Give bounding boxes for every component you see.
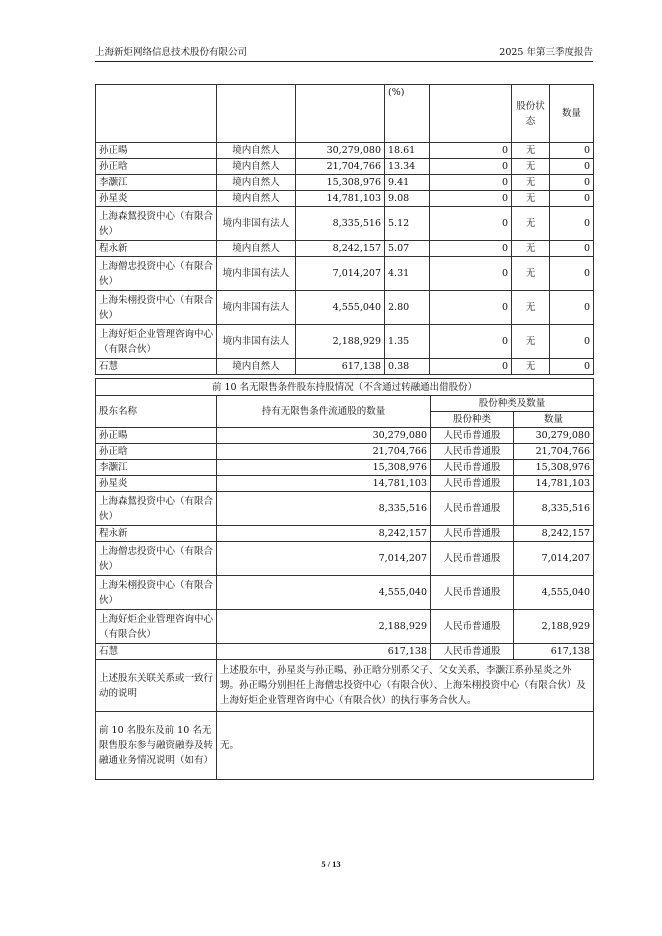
margin-trading-label: 前 10 名股东及前 10 名无限售股东参与融资融券及转融通业务情况说明（如有） xyxy=(96,712,217,780)
share-type: 人民币普通股 xyxy=(431,644,514,660)
unrestricted-share-count: 15,308,976 xyxy=(217,460,431,476)
share-type: 人民币普通股 xyxy=(431,526,514,542)
shareholder-type: 境内非国有法人 xyxy=(217,207,296,241)
share-percent: 5.12 xyxy=(385,207,430,241)
restricted-shares: 0 xyxy=(430,291,512,325)
share-count: 21,704,766 xyxy=(296,159,385,175)
table-row xyxy=(96,191,594,207)
share-quantity: 14,781,103 xyxy=(514,476,594,492)
col-share-class: 股份种类及数量 xyxy=(431,396,594,412)
blank-cell xyxy=(96,85,217,143)
col-unrestricted-shares: 持有无限售条件流通股的数量 xyxy=(217,396,431,428)
table-row xyxy=(96,476,594,492)
pledge-status: 无 xyxy=(512,143,550,159)
table-row xyxy=(96,159,594,175)
pledge-status: 无 xyxy=(512,291,550,325)
share-quantity: 30,279,080 xyxy=(514,428,594,444)
shareholder-name: 上海僧忠投资中心（有限合伙） xyxy=(96,542,217,576)
relation-row xyxy=(96,660,594,712)
table-row xyxy=(96,492,594,526)
shareholder-name: 孙正晗 xyxy=(96,159,217,175)
share-type: 人民币普通股 xyxy=(431,428,514,444)
share-percent: 1.35 xyxy=(385,325,430,359)
header-company: 上海新炬网络信息技术股份有限公司 xyxy=(95,47,248,58)
pledge-status-header: 股份状态 xyxy=(512,85,550,143)
shareholder-name: 李灏江 xyxy=(96,175,217,191)
top-shareholders-table xyxy=(95,84,594,375)
shareholder-type: 境内自然人 xyxy=(217,191,296,207)
shareholder-name: 上海好炬企业管理咨询中心（有限合伙） xyxy=(96,325,217,359)
share-quantity: 2,188,929 xyxy=(514,610,594,644)
unrestricted-share-count: 8,242,157 xyxy=(217,526,431,542)
pledge-status: 无 xyxy=(512,191,550,207)
shareholder-type: 境内自然人 xyxy=(217,241,296,257)
shareholder-name: 上海僧忠投资中心（有限合伙） xyxy=(96,257,217,291)
share-type: 人民币普通股 xyxy=(431,542,514,576)
blank-cell xyxy=(217,85,296,143)
shareholder-name: 上海森鵟投资中心（有限合伙） xyxy=(96,207,217,241)
share-type: 人民币普通股 xyxy=(431,576,514,610)
pledge-quantity: 0 xyxy=(550,291,594,325)
pledge-status: 无 xyxy=(512,241,550,257)
shareholder-type: 境内非国有法人 xyxy=(217,257,296,291)
table-row xyxy=(96,526,594,542)
page-header xyxy=(95,46,593,60)
pledge-quantity: 0 xyxy=(550,257,594,291)
share-percent: 2.80 xyxy=(385,291,430,325)
share-count: 14,781,103 xyxy=(296,191,385,207)
shareholder-name: 孙正晗 xyxy=(96,444,217,460)
unrestricted-share-count: 4,555,040 xyxy=(217,576,431,610)
table-row xyxy=(96,325,594,359)
pledge-quantity: 0 xyxy=(550,241,594,257)
pledge-status: 无 xyxy=(512,257,550,291)
table-row xyxy=(96,175,594,191)
pledge-status: 无 xyxy=(512,159,550,175)
share-quantity: 8,335,516 xyxy=(514,492,594,526)
unrestricted-share-count: 14,781,103 xyxy=(217,476,431,492)
share-quantity: 4,555,040 xyxy=(514,576,594,610)
table-row xyxy=(96,542,594,576)
restricted-shares: 0 xyxy=(430,159,512,175)
unrestricted-share-count: 30,279,080 xyxy=(217,428,431,444)
share-percent: 0.38 xyxy=(385,359,430,375)
table-row xyxy=(96,460,594,476)
table-row xyxy=(96,444,594,460)
share-count: 7,014,207 xyxy=(296,257,385,291)
table-row xyxy=(96,359,594,375)
shareholder-name: 上海好炬企业管理咨询中心（有限合伙） xyxy=(96,610,217,644)
restricted-shares: 0 xyxy=(430,241,512,257)
pledge-status: 无 xyxy=(512,175,550,191)
restricted-shares: 0 xyxy=(430,191,512,207)
shareholder-name: 石慧 xyxy=(96,644,217,660)
unrestricted-share-count: 617,138 xyxy=(217,644,431,660)
unrestricted-share-count: 8,335,516 xyxy=(217,492,431,526)
pledge-quantity: 0 xyxy=(550,359,594,375)
restricted-shares: 0 xyxy=(430,325,512,359)
shareholder-name: 上海森鵟投资中心（有限合伙） xyxy=(96,492,217,526)
share-quantity: 21,704,766 xyxy=(514,444,594,460)
shareholder-name: 孙星炎 xyxy=(96,191,217,207)
shareholder-type: 境内非国有法人 xyxy=(217,325,296,359)
share-percent: 9.41 xyxy=(385,175,430,191)
shareholder-type: 境内自然人 xyxy=(217,159,296,175)
col-share-type: 股份种类 xyxy=(431,412,514,428)
col-shareholder-name: 股东名称 xyxy=(96,396,217,428)
pledge-quantity: 0 xyxy=(550,159,594,175)
restricted-shares: 0 xyxy=(430,207,512,241)
restricted-shares: 0 xyxy=(430,143,512,159)
share-count: 8,242,157 xyxy=(296,241,385,257)
shareholder-name: 程永新 xyxy=(96,241,217,257)
relation-text: 上述股东中，孙星炎与孙正暘、孙正晗分别系父子、父女关系，李灏江系孙星炎之外甥。孙正暘分别担任上海僧忠投资中心（有限合伙）、上海朱栩投资中心（有限合伙）及上海好炬企业管理咨询中心（有限合伙）的执行事务合伙人。 xyxy=(217,660,594,712)
shareholder-type: 境内非国有法人 xyxy=(217,291,296,325)
table2-title-row xyxy=(96,379,594,396)
share-type: 人民币普通股 xyxy=(431,476,514,492)
unrestricted-share-count: 21,704,766 xyxy=(217,444,431,460)
table-row xyxy=(96,291,594,325)
quantity-header: 数量 xyxy=(550,85,594,143)
shareholder-name: 孙正暘 xyxy=(96,428,217,444)
shareholder-name: 石慧 xyxy=(96,359,217,375)
blank-cell xyxy=(296,85,385,143)
share-type: 人民币普通股 xyxy=(431,444,514,460)
share-count: 15,308,976 xyxy=(296,175,385,191)
share-count: 2,188,929 xyxy=(296,325,385,359)
share-count: 4,555,040 xyxy=(296,291,385,325)
shareholder-type: 境内自然人 xyxy=(217,359,296,375)
table-row xyxy=(96,257,594,291)
unrestricted-share-count: 2,188,929 xyxy=(217,610,431,644)
header-report-title: 2025 年第三季度报告 xyxy=(499,47,593,58)
share-type: 人民币普通股 xyxy=(431,460,514,476)
table1-header-row xyxy=(96,85,594,143)
share-quantity: 15,308,976 xyxy=(514,460,594,476)
pct-unit: (%) xyxy=(385,85,430,143)
pledge-status: 无 xyxy=(512,359,550,375)
share-percent: 5.07 xyxy=(385,241,430,257)
share-percent: 4.31 xyxy=(385,257,430,291)
pledge-quantity: 0 xyxy=(550,207,594,241)
share-count: 617,138 xyxy=(296,359,385,375)
page-number: 5 / 13 xyxy=(321,859,341,869)
shareholder-type: 境内自然人 xyxy=(217,175,296,191)
table-row xyxy=(96,143,594,159)
table2-title: 前 10 名无限售条件股东持股情况（不含通过转融通出借股份） xyxy=(96,379,594,396)
shareholder-name: 上海朱栩投资中心（有限合伙） xyxy=(96,291,217,325)
shareholder-name: 孙正暘 xyxy=(96,143,217,159)
pledge-status: 无 xyxy=(512,325,550,359)
blank-cell xyxy=(430,85,512,143)
pledge-quantity: 0 xyxy=(550,143,594,159)
restricted-shares: 0 xyxy=(430,359,512,375)
share-percent: 18.61 xyxy=(385,143,430,159)
restricted-shares: 0 xyxy=(430,175,512,191)
restricted-shares: 0 xyxy=(430,257,512,291)
pledge-status: 无 xyxy=(512,207,550,241)
table2-header-row xyxy=(96,396,594,412)
table-row xyxy=(96,207,594,241)
pledge-quantity: 0 xyxy=(550,191,594,207)
table-row xyxy=(96,576,594,610)
unrestricted-shareholders-table xyxy=(95,378,594,780)
share-count: 30,279,080 xyxy=(296,143,385,159)
share-quantity: 617,138 xyxy=(514,644,594,660)
margin-trading-text: 无。 xyxy=(217,712,594,780)
shareholder-name: 程永新 xyxy=(96,526,217,542)
share-type: 人民币普通股 xyxy=(431,492,514,526)
col-share-qty: 数量 xyxy=(514,412,594,428)
share-quantity: 7,014,207 xyxy=(514,542,594,576)
shareholder-type: 境内自然人 xyxy=(217,143,296,159)
header-divider xyxy=(95,61,593,62)
margin-trading-row xyxy=(96,712,594,780)
table-row xyxy=(96,644,594,660)
pledge-quantity: 0 xyxy=(550,175,594,191)
shareholder-name: 李灏江 xyxy=(96,460,217,476)
shareholder-name: 上海朱栩投资中心（有限合伙） xyxy=(96,576,217,610)
pledge-quantity: 0 xyxy=(550,325,594,359)
relation-label: 上述股东关联关系或一致行动的说明 xyxy=(96,660,217,712)
share-type: 人民币普通股 xyxy=(431,610,514,644)
share-percent: 13.34 xyxy=(385,159,430,175)
table-row xyxy=(96,428,594,444)
share-percent: 9.08 xyxy=(385,191,430,207)
share-count: 8,335,516 xyxy=(296,207,385,241)
shareholder-name: 孙星炎 xyxy=(96,476,217,492)
share-quantity: 8,242,157 xyxy=(514,526,594,542)
table-row xyxy=(96,610,594,644)
unrestricted-share-count: 7,014,207 xyxy=(217,542,431,576)
table-row xyxy=(96,241,594,257)
